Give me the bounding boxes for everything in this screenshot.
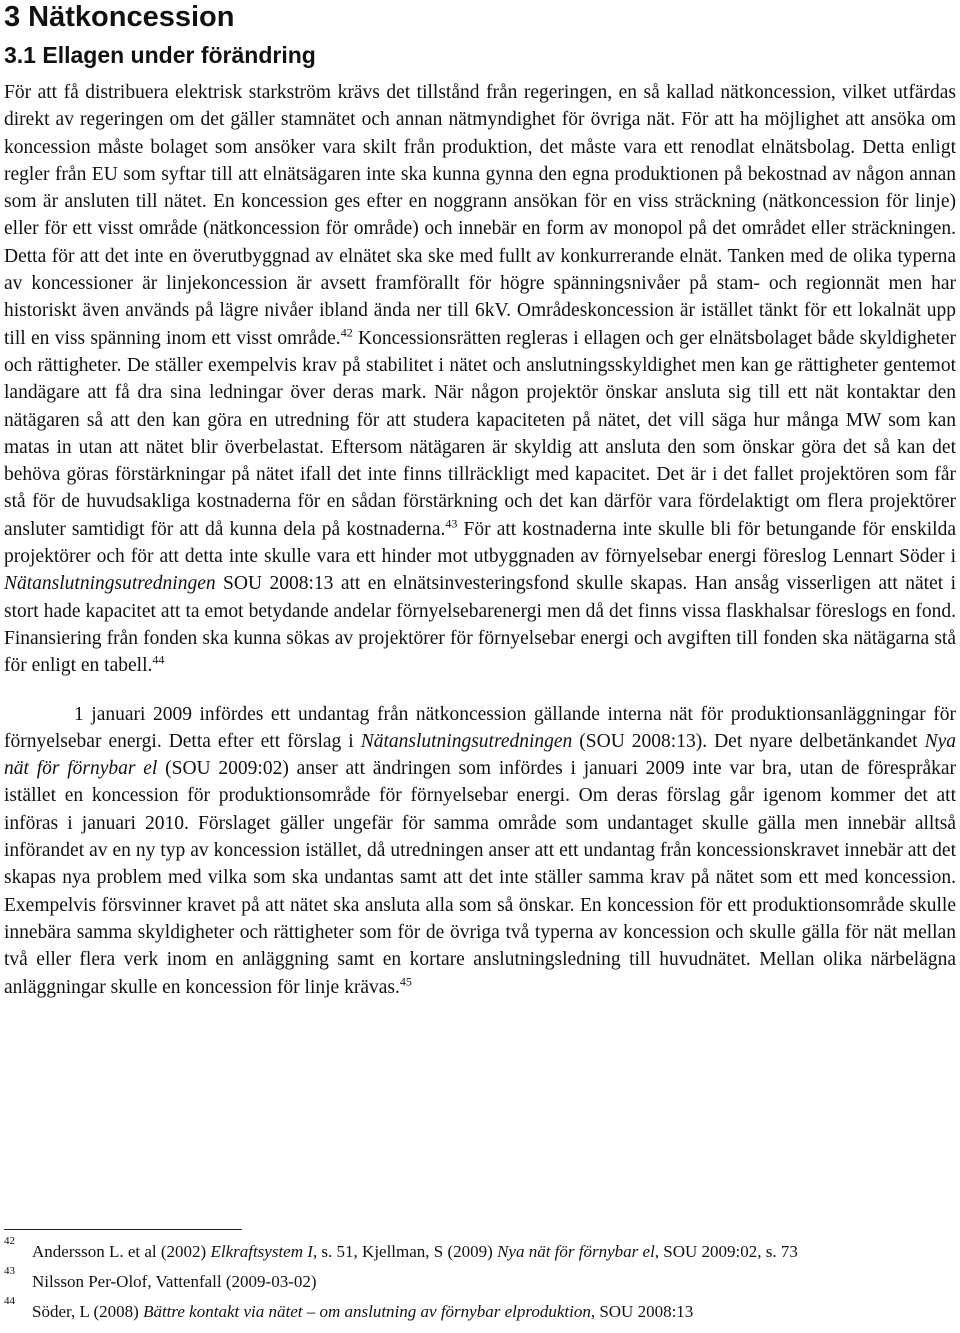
paragraph-text: SOU 2008:13 att en elnätsinvesteringsfond skulle skapas. Han ansåg visserligen att nätet i stort hade kapacitet att ta emot betydande andelar förnyelsebarenergi men då det finns vissa flaskhalsar föreslogs en fond. Finansiering från fonden ska kunna sökas av projektörer för förnyelsebar energi och avgiften till fonden ska nätägarna stå för enligt en tabell. [4, 573, 956, 677]
footnote-42 [4, 1237, 956, 1267]
footnote-italic-title: Bättre kontakt via nätet – om anslutning av förnybar elproduktion [143, 1302, 591, 1321]
footnote-text: Söder, L (2008) [32, 1302, 144, 1321]
footnote-number: 42 [4, 1235, 15, 1247]
footnote-ref-42[interactable]: 42 [340, 325, 353, 340]
footnote-italic-title: Elkraftsystem I [210, 1242, 313, 1261]
footnote-ref-44[interactable]: 44 [152, 652, 165, 667]
italic-title: Nätanslutningsutredningen [4, 573, 216, 595]
paragraph-text: Koncessionsrätten regleras i ellagen och ger elnätsbolaget både skyldigheter och rättigheter. De ställer exempelvis krav på stabilitet i nätet och anslutningsskyldighet men kan ge rättigheter gentemot landägare att få dra sina ledningar över deras mark. När någon projektör önskar ansluta sig till ett nät kontaktar den nätägaren så att den kan göra en utredning för att studera kapaciteten på nätet, det vill säga hur många MW som kan matas in utan att nätet blir överbelastat. Eftersom nätägaren är skyldig att ansluta den som önskar göra det så kan det behöva göras förstärkningar på nätet ifall det inte finns tillräckligt med kapacitet. Det är i det fallet projektören som får stå för de huvudsakliga kostnaderna för en sådan förstärkning och det kan därför vara fördelaktigt om flera projektörer ansluter samtidigt för att då kunna dela på kostnaderna. [4, 327, 956, 540]
footnote-italic-title: Nya nät för förnybar el [497, 1242, 655, 1261]
footnote-divider [4, 1229, 242, 1230]
paragraph-text: (SOU 2008:13). Det nyare delbetänkandet [572, 730, 925, 752]
footnote-number: 43 [4, 1265, 15, 1277]
footnote-text: , SOU 2009:02, s. 73 [654, 1242, 798, 1261]
footnote-text: , s. 51, Kjellman, S (2009) [312, 1242, 498, 1261]
section-heading: 3.1 Ellagen under förändring [4, 42, 316, 68]
italic-title: Nätanslutningsutredningen [360, 730, 573, 752]
paragraph-ellagen [4, 79, 956, 680]
footnote-43 [4, 1267, 956, 1297]
paragraph-text: 1 januari 2009 infördes ett undantag från nätkoncession gällande interna nät för produktionsanläggningar för förnyelsebar energi. Detta efter ett förslag i [4, 703, 956, 752]
paragraph-text: (SOU 2009:02) anser att ändringen som infördes i januari 2009 inte var bra, utan de förespråkar istället en koncession för produktionsområde för förnyelsebar energi. Om deras förslag går igenom kommer det att införas i januari 2010. Förslaget gäller ungefär för samma område som undantaget skulle gälla men innebär alltså införandet av en ny typ av koncession istället, då utredningen anser att ett undantag från koncessionskravet innebär att det skapas nya problem med vilka som ska undantas samt att det inte ställer samma krav på nätet som ett med koncession. Exempelvis försvinner kravet på att nätet ska ansluta alla som så önskar. En koncession för ett produktionsområde skulle innebära samma skyldigheter och rättigheter som för de övriga två typerna av koncession och skulle gälla för nät mellan två eller flera verk inom en anläggning samt en kortare anslutningsledning till huvudnätet. Mellan olika närbelägna anläggningar skulle en koncession för linje krävas. [4, 758, 956, 998]
footnotes [4, 1237, 956, 1327]
paragraph-undantag [4, 701, 956, 1001]
footnote-text: Nilsson Per-Olof, Vattenfall (2009-03-02) [32, 1272, 317, 1291]
footnote-text: Andersson L. et al (2002) [32, 1242, 211, 1261]
footnote-ref-43[interactable]: 43 [445, 516, 458, 531]
paragraph-text: För att få distribuera elektrisk starkström krävs det tillstånd från regeringen, en så kallad nätkoncession, vilket utfärdas direkt av regeringen om det gäller stamnätet och annan nätmyndighet för övriga nät. För att ha möjlighet att ansöka om koncession måste bolaget som ansöker vara skilt från produktion, det måste vara ett renodlat elnätsbolag. Detta enligt regler från EU som syftar till att elnätsägaren inte ska kunna gynna den egna produktionen på bekostnad av någon annan som är ansluten till nätet. En koncession ges efter en noggrann ansökan för en viss sträckning (nätkoncession för linje) eller för ett visst område (nätkoncession för område) och innebär en form av monopol på det området eller sträckningen. Detta för att det inte en överutbyggnad av elnätet ska ske med fullt av konkurrerande elnät. Tanken med de olika typerna av koncessioner är linjekoncession är avsett framförallt för högre spänningsnivåer på stam- och regionnät men har historiskt även används på lägre nivåer ibland ända ner till 6kV. Områdeskoncession är istället tänkt för ett lokalnät upp till en viss spänning inom ett visst område. [4, 82, 956, 349]
footnote-ref-45[interactable]: 45 [399, 974, 412, 988]
italic-title: Nya nät för förnybar el [4, 730, 956, 780]
footnote-text: , SOU 2008:13 [590, 1302, 694, 1321]
chapter-heading: 3 Nätkoncession [4, 1, 235, 33]
paragraph-text: För att kostnaderna inte skulle bli för betungande för enskilda projektörer och för att detta inte skulle vara ett hinder mot utbyggnaden av förnyelsebar energi föreslog Lennart Söder i [4, 518, 956, 568]
document-page [4, 0, 956, 1001]
footnote-number: 44 [4, 1295, 15, 1307]
footnote-44 [4, 1297, 956, 1327]
